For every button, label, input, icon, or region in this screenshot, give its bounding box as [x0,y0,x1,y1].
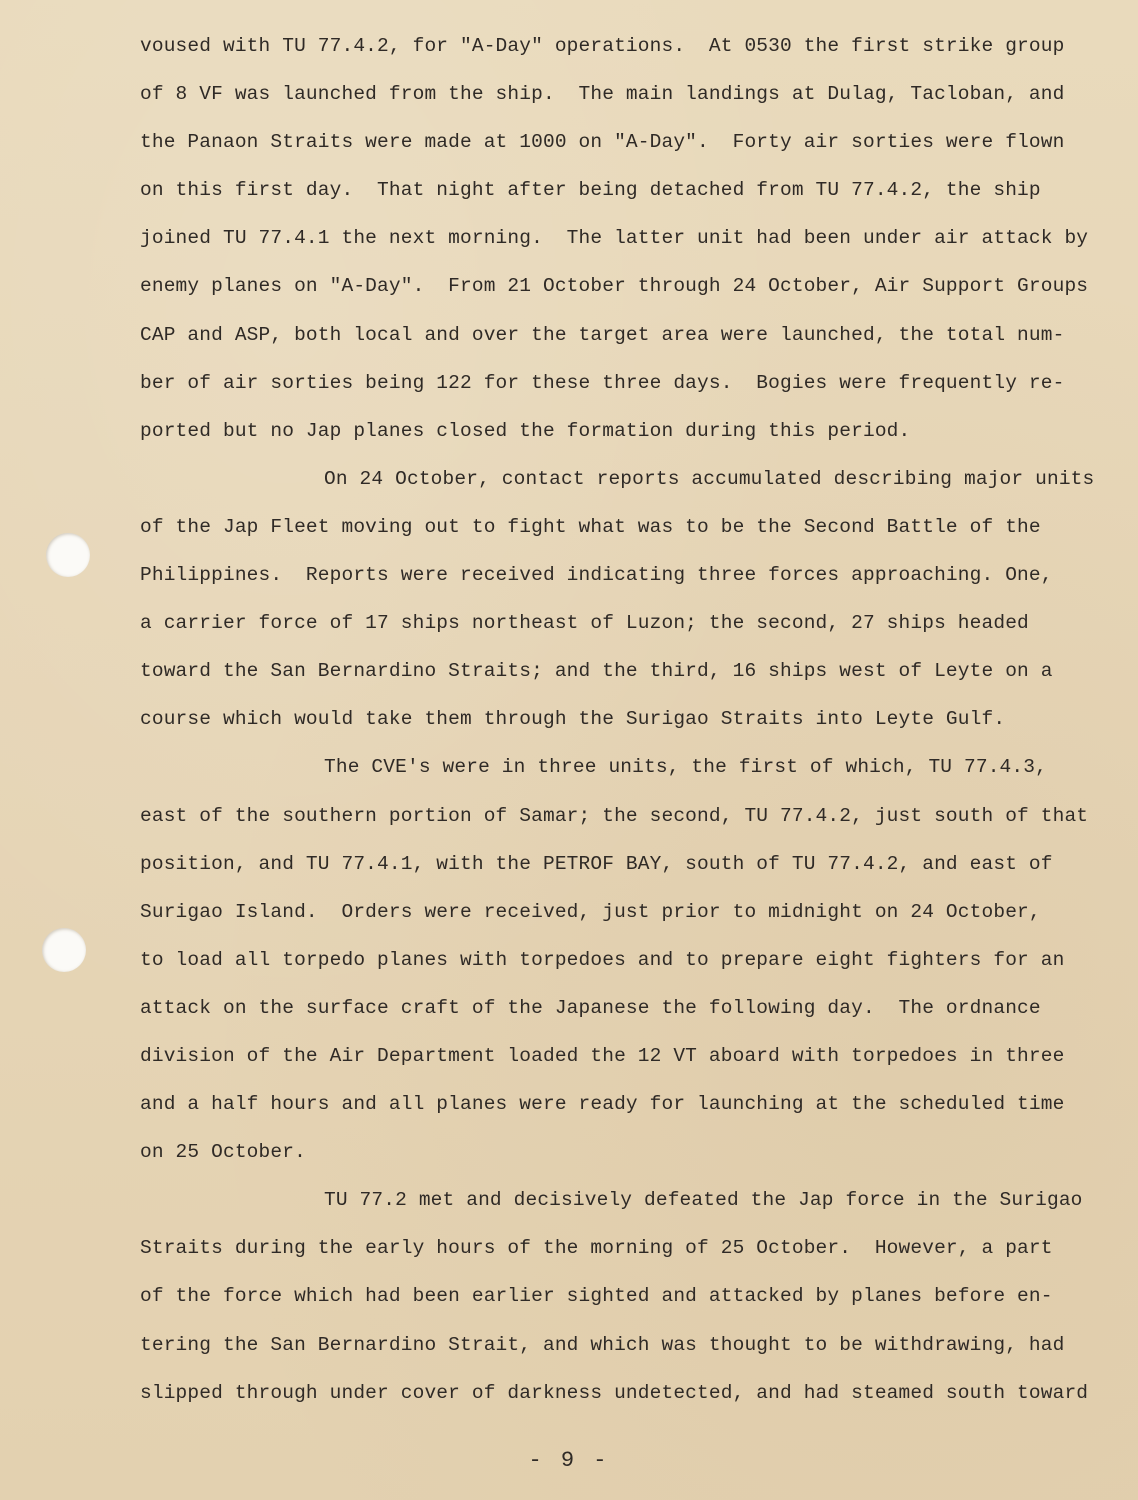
text-line: ber of air sorties being 122 for these three days. Bogies were frequently re- [140,371,1065,394]
text-line: east of the southern portion of Samar; the second, TU 77.4.2, just south of that [140,804,1089,827]
page-number: - 9 - [528,1448,610,1473]
text-line: of 8 VF was launched from the ship. The main landings at Dulag, Tacloban, and [140,83,1065,106]
text-line: of the force which had been earlier sighted and attacked by planes before en- [140,1285,1053,1308]
text-line: Surigao Island. Orders were received, just prior to midnight on 24 October, [140,900,1041,923]
text-line: course which would take them through the Surigao Straits into Leyte Gulf. [140,708,1006,731]
text-line: ported but no Jap planes closed the formation during this period. [140,419,911,442]
text-line: tering the San Bernardino Strait, and which was thought to be withdrawing, had [140,1333,1065,1356]
text-line: enemy planes on "A-Day". From 21 October through 24 October, Air Support Groups [140,275,1089,298]
text-line: a carrier force of 17 ships northeast of Luzon; the second, 27 ships headed [140,612,1029,635]
text-line: the Panaon Straits were made at 1000 on "A-Day". Forty air sorties were flown [140,131,1065,154]
text-line: position, and TU 77.4.1, with the PETROF BAY, south of TU 77.4.2, and east of [140,852,1053,875]
punch-hole-top [46,533,90,577]
paragraph-start-line: TU 77.2 met and decisively defeated the Jap force in the Surigao [324,1189,1083,1212]
body-text [140,22,1115,1417]
paragraph-start-line: On 24 October, contact reports accumulated describing major units [324,467,1095,490]
text-line: Straits during the early hours of the morning of 25 October. However, a part [140,1237,1053,1260]
text-line: on this first day. That night after being detached from TU 77.4.2, the ship [140,179,1041,202]
text-line: attack on the surface craft of the Japanese the following day. The ordnance [140,996,1041,1019]
text-line: division of the Air Department loaded the 12 VT aboard with torpedoes in three [140,1044,1065,1067]
text-line: voused with TU 77.4.2, for "A-Day" operations. At 0530 the first strike group [140,35,1065,57]
punch-hole-bottom [42,928,86,972]
paragraph-start-line: The CVE's were in three units, the first of which, TU 77.4.3, [324,756,1047,779]
text-line: joined TU 77.4.1 the next morning. The latter unit had been under air attack by [140,227,1089,250]
text-line: on 25 October. [140,1141,306,1164]
text-line: Philippines. Reports were received indicating three forces approaching. One, [140,564,1053,587]
text-line: slipped through under cover of darkness undetected, and had steamed south toward [140,1381,1089,1404]
text-line: and a half hours and all planes were ready for launching at the scheduled time [140,1093,1065,1116]
text-line: CAP and ASP, both local and over the target area were launched, the total num- [140,323,1065,346]
text-line: of the Jap Fleet moving out to fight what was to be the Second Battle of the [140,515,1041,538]
text-line: to load all torpedo planes with torpedoes and to prepare eight fighters for an [140,948,1065,971]
text-line: toward the San Bernardino Straits; and the third, 16 ships west of Leyte on a [140,660,1053,683]
